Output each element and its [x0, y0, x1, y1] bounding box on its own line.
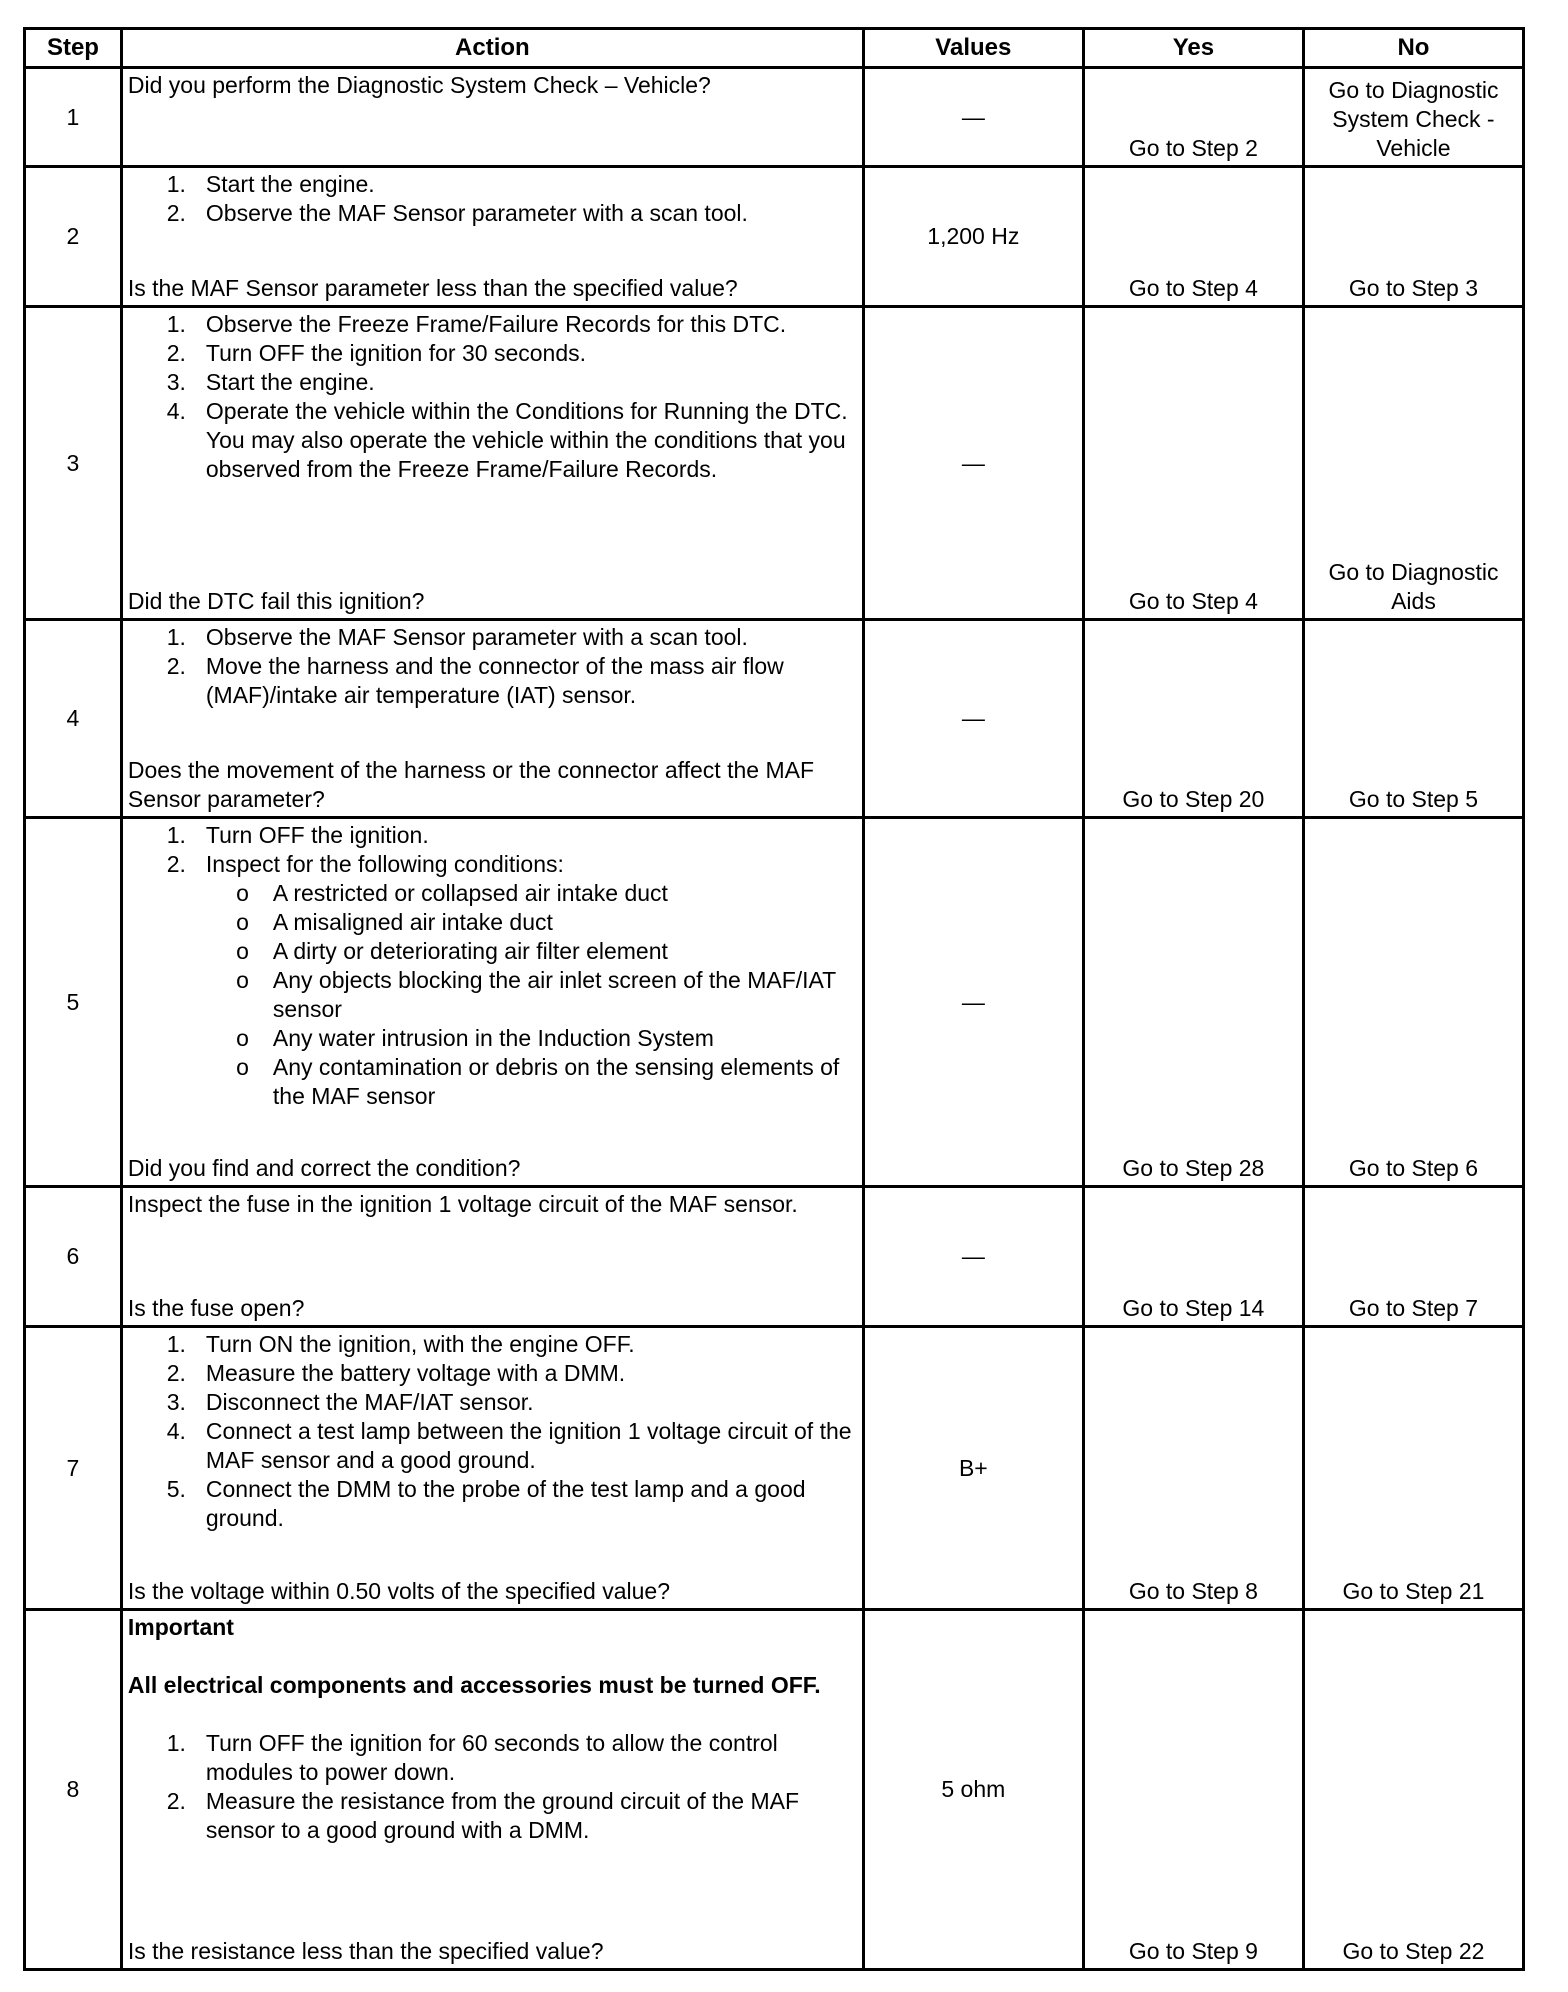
- no-cell: Go to Step 5: [1303, 620, 1523, 818]
- header-yes: Yes: [1083, 29, 1303, 68]
- yes-cell: Go to Step 4: [1083, 167, 1303, 307]
- action-step: 2. Observe the MAF Sensor parameter with a scan tool.: [166, 200, 748, 226]
- step-number: 3: [25, 307, 122, 620]
- condition-item: o A dirty or deteriorating air filter element: [236, 938, 668, 964]
- action-step: 4. Connect a test lamp between the ignition 1 voltage circuit of the MAF sensor and a good ground.: [166, 1418, 852, 1473]
- yes-cell: Go to Step 28: [1083, 818, 1303, 1187]
- action-intro: Did you perform the Diagnostic System Check – Vehicle?: [127, 72, 711, 98]
- action-cell: [121, 167, 863, 307]
- table-row: [25, 167, 1524, 307]
- table-row: [25, 620, 1524, 818]
- no-cell: Go to Step 3: [1303, 167, 1523, 307]
- action-cell: [121, 1187, 863, 1327]
- action-step: 2. Inspect for the following conditions:: [166, 851, 564, 877]
- yes-cell: Go to Step 20: [1083, 620, 1303, 818]
- important-title: Important: [127, 1614, 234, 1640]
- condition-item: o Any contamination or debris on the sensing elements of the MAF sensor: [236, 1054, 840, 1109]
- action-step: 1. Turn OFF the ignition for 60 seconds to allow the control modules to power down.: [166, 1730, 778, 1785]
- yes-cell: Go to Step 9: [1083, 1610, 1303, 1970]
- action-step: 1. Observe the MAF Sensor parameter with a scan tool.: [166, 624, 748, 650]
- yes-cell: Go to Step 2: [1083, 68, 1303, 167]
- step-number: 1: [25, 68, 122, 167]
- diagnostic-table: [23, 27, 1525, 1971]
- action-step: 2. Measure the resistance from the ground circuit of the MAF sensor to a good ground with a DMM.: [166, 1788, 800, 1843]
- action-step: 4. Operate the vehicle within the Conditions for Running the DTC. You may also operate the vehicle within the conditions that you observed from the Freeze Frame/Failure Records.: [166, 398, 848, 482]
- value-cell: 5 ohm: [863, 1610, 1083, 1970]
- no-cell: Go to Step 22: [1303, 1610, 1523, 1970]
- action-question: Is the resistance less than the specified value?: [127, 1938, 604, 1964]
- action-step: 1. Turn ON the ignition, with the engine OFF.: [166, 1331, 635, 1357]
- value-cell: B+: [863, 1327, 1083, 1610]
- action-question: Is the fuse open?: [127, 1295, 305, 1321]
- action-cell: [121, 620, 863, 818]
- yes-cell: Go to Step 8: [1083, 1327, 1303, 1610]
- value-cell: —: [863, 818, 1083, 1187]
- condition-item: o A misaligned air intake duct: [236, 909, 553, 935]
- action-step: 1. Observe the Freeze Frame/Failure Records for this DTC.: [166, 311, 787, 337]
- no-cell: Go to Step 21: [1303, 1327, 1523, 1610]
- table-row: [25, 818, 1524, 1187]
- action-question: Did you find and correct the condition?: [127, 1155, 521, 1181]
- action-cell: [121, 307, 863, 620]
- action-step: 5. Connect the DMM to the probe of the test lamp and a good ground.: [166, 1476, 806, 1531]
- action-cell: [121, 818, 863, 1187]
- action-step: 3. Start the engine.: [166, 369, 375, 395]
- action-step: 3. Disconnect the MAF/IAT sensor.: [166, 1389, 534, 1415]
- table-row: [25, 1327, 1524, 1610]
- action-step: 2. Move the harness and the connector of the mass air flow (MAF)/intake air temperature (IAT) sensor.: [166, 653, 784, 708]
- yes-cell: Go to Step 4: [1083, 307, 1303, 620]
- condition-item: o Any objects blocking the air inlet screen of the MAF/IAT sensor: [236, 967, 836, 1022]
- action-question: Is the voltage within 0.50 volts of the specified value?: [127, 1578, 670, 1604]
- no-cell: Go to Step 6: [1303, 818, 1523, 1187]
- step-number: 4: [25, 620, 122, 818]
- step-number: 5: [25, 818, 122, 1187]
- header-step: Step: [25, 29, 122, 68]
- action-step: 1. Turn OFF the ignition.: [166, 822, 429, 848]
- step-number: 8: [25, 1610, 122, 1970]
- action-cell: [121, 68, 863, 167]
- action-cell: [121, 1610, 863, 1970]
- step-number: 2: [25, 167, 122, 307]
- table-row: [25, 1610, 1524, 1970]
- action-intro: Inspect the fuse in the ignition 1 voltage circuit of the MAF sensor.: [127, 1191, 798, 1217]
- yes-cell: Go to Step 14: [1083, 1187, 1303, 1327]
- condition-item: o A restricted or collapsed air intake duct: [236, 880, 668, 906]
- action-question: Is the MAF Sensor parameter less than the specified value?: [127, 275, 738, 301]
- table-row: [25, 307, 1524, 620]
- step-number: 7: [25, 1327, 122, 1610]
- value-cell: —: [863, 68, 1083, 167]
- condition-item: o Any water intrusion in the Induction System: [236, 1025, 714, 1051]
- header-action: Action: [121, 29, 863, 68]
- header-values: Values: [863, 29, 1083, 68]
- value-cell: —: [863, 1187, 1083, 1327]
- action-question: Does the movement of the harness or the connector affect the MAF Sensor parameter?: [127, 757, 814, 812]
- value-cell: —: [863, 307, 1083, 620]
- table-row: [25, 68, 1524, 167]
- step-number: 6: [25, 1187, 122, 1327]
- action-step: 1. Start the engine.: [166, 171, 375, 197]
- important-text: All electrical components and accessories must be turned OFF.: [127, 1672, 821, 1698]
- value-cell: —: [863, 620, 1083, 818]
- action-cell: [121, 1327, 863, 1610]
- value-cell: 1,200 Hz: [863, 167, 1083, 307]
- no-cell: Go to Diagnostic Aids: [1303, 307, 1523, 620]
- table-row: [25, 1187, 1524, 1327]
- header-row: [25, 29, 1524, 68]
- action-question: Did the DTC fail this ignition?: [127, 588, 425, 614]
- action-step: 2. Measure the battery voltage with a DMM.: [166, 1360, 626, 1386]
- no-cell: Go to Diagnostic System Check - Vehicle: [1303, 68, 1523, 167]
- action-step: 2. Turn OFF the ignition for 30 seconds.: [166, 340, 586, 366]
- header-no: No: [1303, 29, 1523, 68]
- no-cell: Go to Step 7: [1303, 1187, 1523, 1327]
